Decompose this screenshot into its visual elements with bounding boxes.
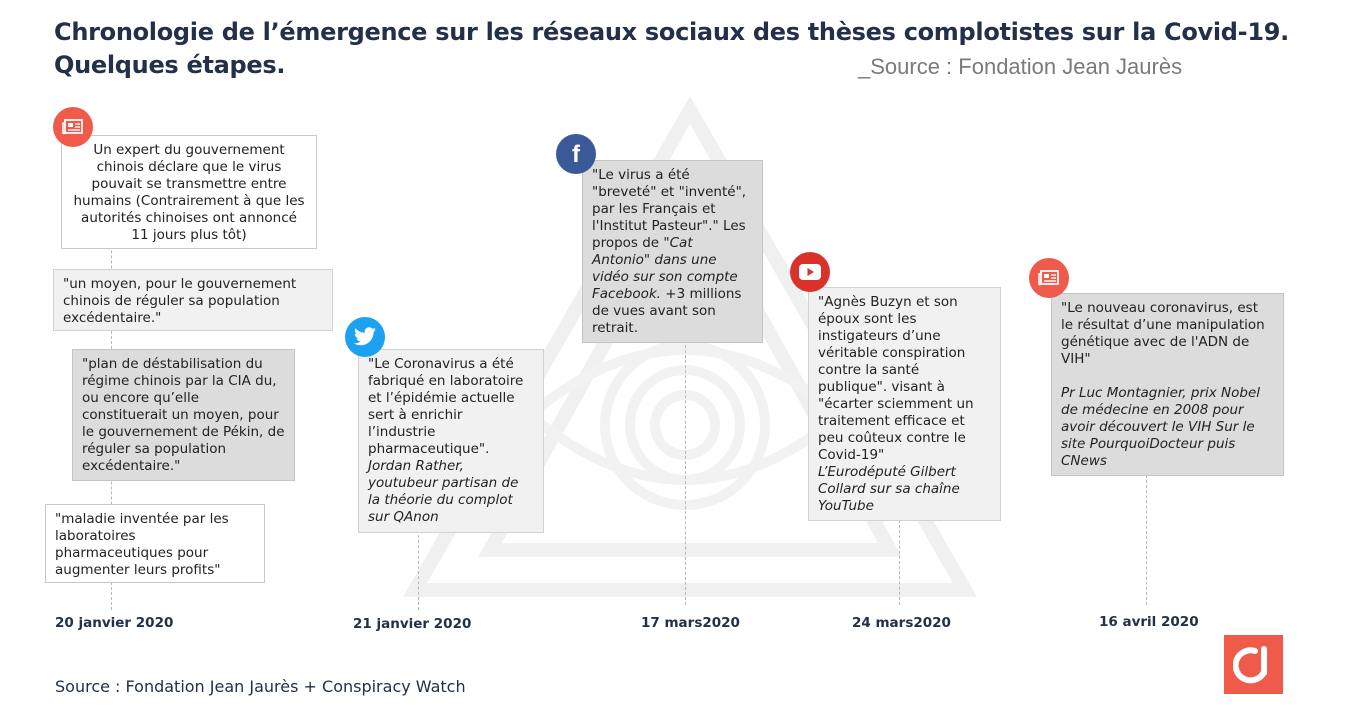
event1-box-4 — [45, 504, 265, 583]
title-line-2: Quelques étapes. — [54, 51, 286, 79]
event1-text-1: Un expert du gouvernement chinois déclare que le virus pouvait se transmettre entre humains (Contrairement à que les autorités chinoises ont annoncé 11 jours plus tôt) — [73, 142, 305, 243]
twitter-icon — [345, 317, 385, 357]
event3-text-1: "Le virus a été "breveté" et "inventé", par les Français et l'Institut Pasteur"." Les propos de " — [592, 167, 747, 251]
event3-text-2: +3 millions de vues avant son retrait. — [592, 286, 742, 336]
source-top: _Source : Fondation Jean Jaurès — [858, 54, 1183, 79]
event4-box — [808, 287, 1001, 521]
event5-text: "Le nouveau coronavirus, est le résultat d’une manipulation génétique avec de l'ADN de VIH" — [1061, 300, 1265, 367]
newspaper-icon — [1029, 258, 1069, 298]
date-label-4: 24 mars2020 — [852, 615, 951, 631]
timeline-line-2 — [418, 530, 419, 610]
event1-box-2 — [53, 269, 333, 331]
event3-italic: Cat Antonio" dans une vidéo sur son compte Facebook. — [592, 235, 738, 302]
newspaper-icon — [53, 107, 93, 147]
event5-box — [1051, 293, 1284, 476]
timeline-line-5 — [1146, 475, 1147, 605]
timeline-line-4 — [899, 520, 900, 605]
event2-box — [358, 349, 544, 533]
event1-text-2: "un moyen, pour le gouvernement chinois de réguler sa population excédentaire." — [63, 276, 297, 326]
date-label-3: 17 mars2020 — [641, 615, 740, 631]
timeline-line-3 — [685, 340, 686, 605]
facebook-icon: f — [556, 134, 596, 174]
event2-text: "Le Coronavirus a été fabriqué en laboratoire et l’épidémie actuelle sert à enrichir l’industrie pharmaceutique". — [368, 356, 524, 457]
event1-text-3: "plan de déstabilisation du régime chinois par la CIA du, ou encore qu’elle constituerait un moyen, pour le gouvernement de Pékin, de réguler sa population excédentaire." — [82, 356, 285, 474]
date-label-5: 16 avril 2020 — [1099, 614, 1199, 630]
youtube-icon — [790, 252, 830, 292]
date-label-2: 21 janvier 2020 — [353, 616, 472, 632]
title-line-1: Chronologie de l’émergence sur les réseaux sociaux des thèses complotistes sur la Covid-19. — [54, 18, 1289, 46]
brand-logo-icon — [1224, 635, 1283, 694]
event1-box-1 — [61, 135, 317, 249]
event5-author: Pr Luc Montagnier, prix Nobel de médecine en 2008 pour avoir découvert le VIH Sur le site PourquoiDocteur puis CNews — [1061, 385, 1261, 469]
source-bottom: Source : Fondation Jean Jaurès + Conspiracy Watch — [55, 677, 466, 696]
event2-author: Jordan Rather, youtubeur partisan de la théorie du complot sur QAnon — [368, 458, 519, 525]
event1-box-3 — [72, 349, 295, 481]
event3-box — [582, 160, 763, 343]
date-label-1: 20 janvier 2020 — [55, 615, 174, 631]
event4-text: "Agnès Buzyn et son époux sont les instigateurs d’une véritable conspiration contre la santé publique". visant à "écarter sciemment un traitement efficace et peu coûteux contre le Covid-19" — [818, 294, 974, 463]
event4-author: L’Eurodéputé Gilbert Collard sur sa chaîne YouTube — [818, 464, 960, 514]
event1-text-4: "maladie inventée par les laboratoires pharmaceutiques pour augmenter leurs profits" — [55, 511, 229, 578]
